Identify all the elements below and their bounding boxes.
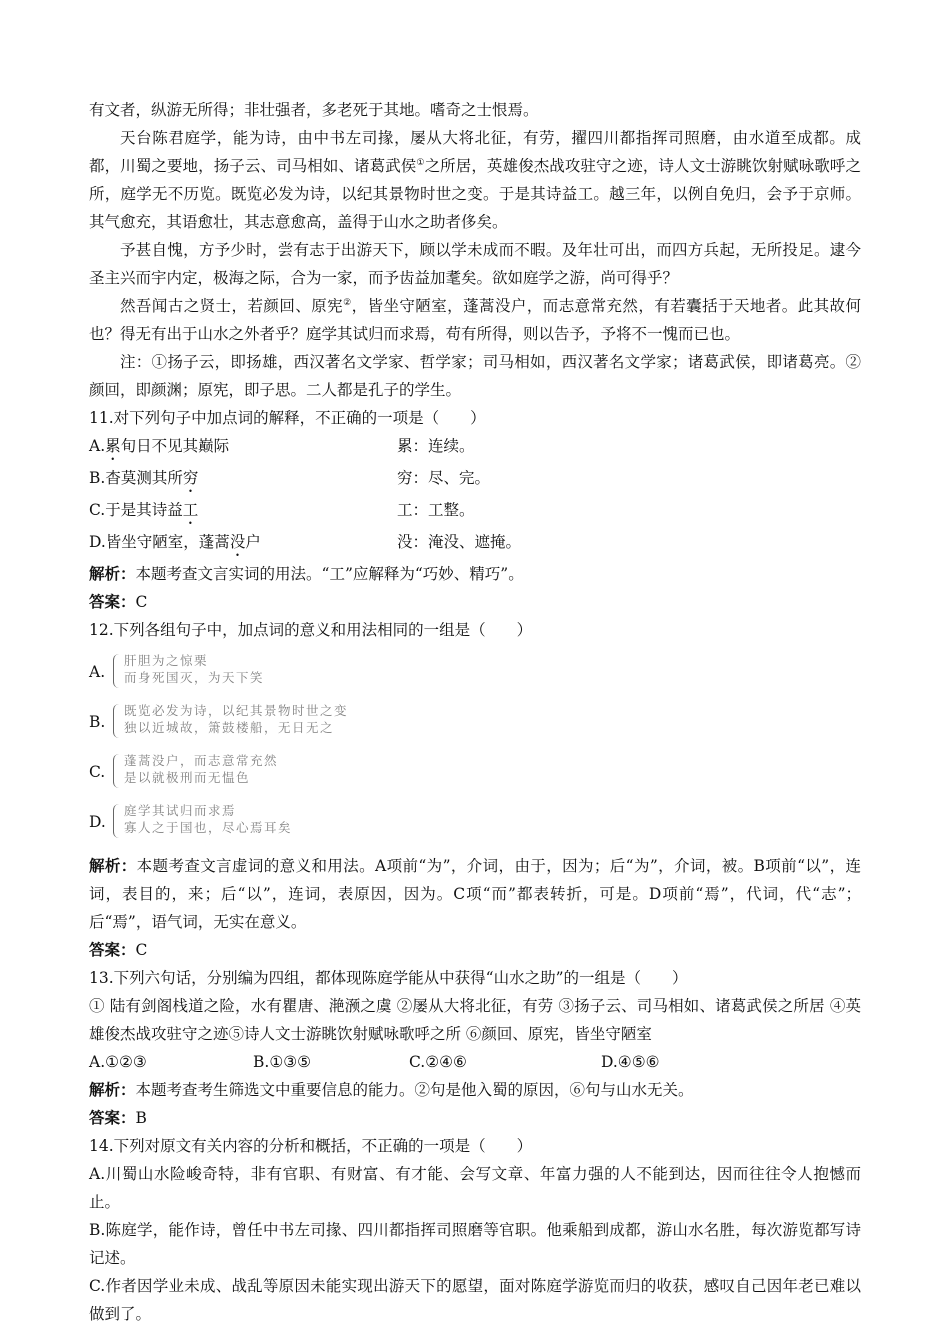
q11-option-explanation: 工：工整。 <box>397 501 475 519</box>
q14-option-a: A.川蜀山水险峻奇特，非有官职、有财富、有才能、会写文章、年富力强的人不能到达，因而往往令人抱憾而止。 <box>89 1165 861 1211</box>
q13-answer: 答案：B <box>89 1108 147 1127</box>
q13-choice-c: C.②④⑥ <box>409 1053 467 1071</box>
q11-option-d: D.皆坐守陋室，蓬蒿没户 没：淹没、遮掩。 <box>89 528 861 560</box>
q13-items: ① 陆有剑阁栈道之险，水有瞿唐、滟滪之虞 ②屡从大将北征，有劳 ③扬子云、司马相如、诸葛武侯之所居 ④英雄俊杰战攻驻守之迹⑤诗人文士游眺饮射赋咏歌呼之所 ⑥颜回、原宪，皆坐守陋室 <box>89 997 861 1043</box>
q14-option-c: C.作者因学业未成、战乱等原因未能实现出游天下的愿望，面对陈庭学游览而归的收获，感叹自己因年老已难以做到了。 <box>89 1277 861 1323</box>
brace-icon <box>113 704 120 738</box>
q12-option-c: C. 蓬蒿没户，而志意常充然 是以就极刑而无愠色 <box>89 752 861 788</box>
q14-option-b: B.陈庭学，能作诗，曾任中书左司掾、四川都指挥司照磨等官职。他乘船到成都，游山水名胜，每次游览都写诗记述。 <box>89 1221 861 1267</box>
q11-answer: 答案：C <box>89 592 148 611</box>
passage-paragraph: 然吾闻古之贤士，若颜回、原宪②，皆坐守陋室，蓬蒿没户，而志意常充然，有若囊括于天地者。此其故何也？得无有出于山水之外者乎？庭学其试归而求焉，苟有所得，则以告予，予将不一愧而已也。 <box>89 297 861 343</box>
passage-note: 注：①扬子云，即扬雄，西汉著名文学家、哲学家；司马相如，西汉著名文学家；诸葛武侯，即诸葛亮。②颜回，即颜渊；原宪，即子思。二人都是孔子的学生。 <box>89 353 861 399</box>
q11-option-a: A.累旬日不见其巅际 累：连续。 <box>89 432 861 464</box>
dotted-word: 没 <box>229 533 246 551</box>
brace-icon <box>113 654 120 688</box>
q11-option-explanation: 没：淹没、遮掩。 <box>397 533 522 551</box>
footnote-mark: ① <box>416 157 425 168</box>
q12-option-b: B. 既览必发为诗，以纪其景物时世之变 独以近城故，箫鼓楼船，无日无之 <box>89 702 861 738</box>
passage-paragraph: 有文者，纵游无所得；非壮强者，多老死于其地。嗜奇之士恨焉。 <box>89 101 539 119</box>
q13-analysis: 解析：本题考查考生筛选文中重要信息的能力。②句是他入蜀的原因，⑥句与山水无关。 <box>89 1080 694 1099</box>
question-13-stem: 13.下列六句话，分别编为四组，都体现陈庭学能从中获得“山水之助”的一组是（ ） <box>89 969 688 987</box>
q11-option-explanation: 累：连续。 <box>397 437 475 455</box>
q13-choice-b: B.①③⑤ <box>253 1053 312 1071</box>
q11-option-c: C.于是其诗益工 工：工整。 <box>89 496 861 528</box>
document-page <box>89 96 861 1328</box>
q12-option-a: A. 肝胆为之惊栗 而身死国灭，为天下笑 <box>89 652 861 688</box>
q13-choice-d: D.④⑤⑥ <box>601 1053 660 1071</box>
passage-paragraph: 天台陈君庭学，能为诗，由中书左司掾，屡从大将北征，有劳，擢四川都指挥司照磨，由水道至成都。成都，川蜀之要地，扬子云、司马相如、诸葛武侯①之所居，英雄俊杰战攻驻守之迹，诗人文士游眺饮射赋咏歌呼之所，庭学无不历览。既览必发为诗，以纪其景物时世之变。于是其诗益工。越三年，以例自免归，会予于京师。其气愈充，其语愈壮，其志意愈高，盖得于山水之助者侈矣。 <box>89 129 861 231</box>
q12-option-d: D. 庭学其试归而求焉 寡人之于国也，尽心焉耳矣 <box>89 802 861 838</box>
q13-choices <box>89 1048 861 1076</box>
q11-option-explanation: 穷：尽、完。 <box>397 469 491 487</box>
question-12-stem: 12.下列各组句子中，加点词的意义和用法相同的一组是（ ） <box>89 621 533 639</box>
passage-paragraph: 予甚自愧，方予少时，尝有志于出游天下，顾以学未成而不暇。及年壮可出，而四方兵起，无所投足。逮今圣主兴而宇内定，极海之际，合为一家，而予齿益加耄矣。欲如庭学之游，尚可得乎？ <box>89 241 861 287</box>
q13-choice-a: A.①②③ <box>89 1053 147 1071</box>
dotted-word: 穷 <box>182 469 199 487</box>
footnote-mark: ② <box>343 297 352 308</box>
q12-answer: 答案：C <box>89 940 148 959</box>
q11-analysis: 解析：本题考查文言实词的用法。“工”应解释为“巧妙、精巧”。 <box>89 564 524 583</box>
brace-icon <box>113 754 120 788</box>
brace-icon <box>113 804 120 838</box>
dotted-word: 累 <box>105 437 121 455</box>
q12-analysis: 解析：本题考查文言虚词的意义和用法。A项前“为”，介词，由于，因为；后“为”，介词，被。B项前“以”，连词，表目的，来；后“以”，连词，表原因，因为。C项“而”都表转折，可是。D项前“焉”，代词，代“志”；后“焉”，语气词，无实在意义。 <box>89 856 861 931</box>
question-14-stem: 14.下列对原文有关内容的分析和概括，不正确的一项是（ ） <box>89 1137 533 1155</box>
dotted-word: 工 <box>182 501 199 519</box>
q11-option-b: B.杳莫测其所穷 穷：尽、完。 <box>89 464 861 496</box>
question-11-stem: 11.对下列句子中加点词的解释，不正确的一项是（ ） <box>89 409 486 427</box>
